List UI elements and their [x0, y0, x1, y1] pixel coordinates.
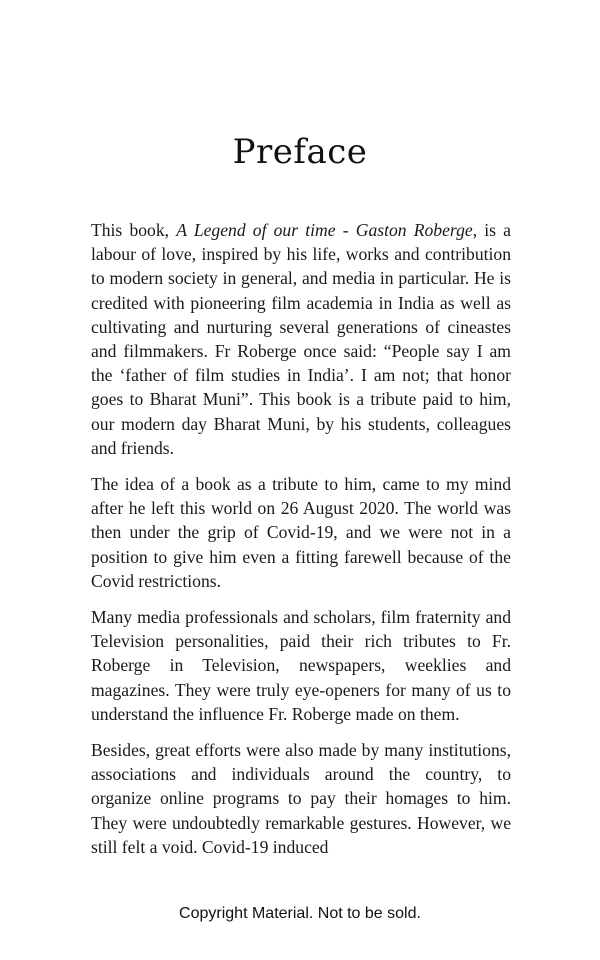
- paragraph-2-text: The idea of a book as a tribute to him, came to my mind after he left this world on 26 August 2020. The world was then under the grip of Covid-19, and we were not in a position to give him even a fitting farewell because of the Covid restrictions.: [91, 474, 511, 591]
- paragraph-1: [91, 218, 511, 460]
- paragraph-1-text-a: This book,: [91, 220, 177, 240]
- paragraph-4-text: Besides, great efforts were also made by many institutions, associations and individuals around the country, to organize online programs to pay their homages to him. They were undoubtedly remarkable gestures. However, we still felt a void. Covid-19 induced: [91, 740, 511, 857]
- page-title: Preface: [232, 132, 368, 172]
- paragraph-2: [91, 472, 511, 593]
- paragraph-3: [91, 605, 511, 726]
- paragraph-1-text-b: , is a labour of love, inspired by his life, works and contribution to modern society in general, and media in particular. He is credited with pioneering film academia in India as well as cultivating and nurturing several generations of cineastes and filmmakers. Fr Roberge once said: “People say I am the ‘father of film studies in India’. I am not; that honor goes to Bharat Muni”. This book is a tribute paid to him, our modern day Bharat Muni, by his students, colleagues and friends.: [91, 220, 511, 458]
- paragraph-4: [91, 738, 511, 859]
- book-title-italic: A Legend of our time - Gaston Roberge: [176, 220, 473, 240]
- paragraph-3-text: Many media professionals and scholars, film fraternity and Television personalities, paid their rich tributes to Fr. Roberge in Television, newspapers, weeklies and magazines. They were truly eye-openers for many of us to understand the influence Fr. Roberge made on them.: [91, 607, 511, 724]
- preface-body: [91, 218, 511, 871]
- copyright-footer: Copyright Material. Not to be sold.: [179, 905, 421, 922]
